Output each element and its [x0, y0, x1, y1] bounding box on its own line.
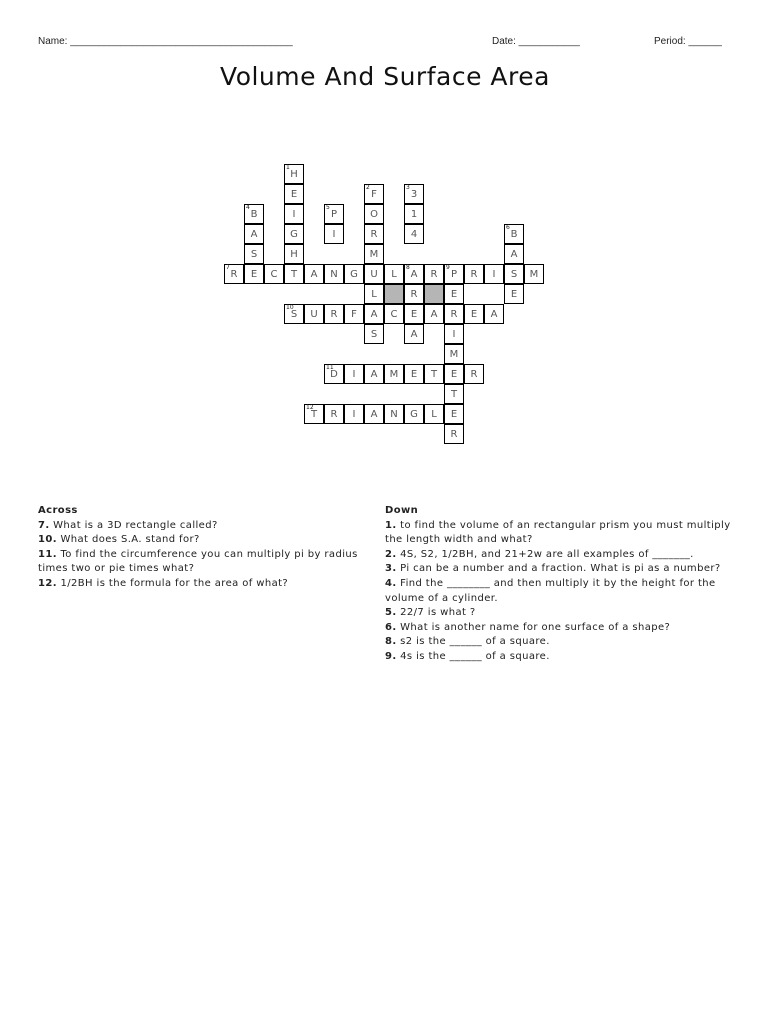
cell-letter: S [370, 329, 378, 340]
crossword-cell[interactable] [404, 204, 424, 224]
cell-letter: A [410, 329, 418, 340]
crossword-cell[interactable] [484, 264, 504, 284]
clue-number: 2 [366, 184, 370, 191]
crossword-cell[interactable] [244, 244, 264, 264]
clue-number: 8 [406, 264, 410, 271]
crossword-cell-shaded [384, 284, 404, 304]
clue-text: 1/2BH is the formula for the area of what? [56, 577, 289, 589]
clue-number: 8. [385, 636, 397, 648]
clue-number: 1. [385, 519, 397, 531]
crossword-cell[interactable] [364, 184, 384, 204]
clue-number: 5. [385, 607, 397, 619]
clue-number: 11. [38, 548, 57, 560]
crossword-cell[interactable] [524, 264, 544, 284]
crossword-cell[interactable] [504, 244, 524, 264]
crossword-cell[interactable] [324, 224, 344, 244]
cell-letter: R [470, 269, 478, 280]
cell-letter: E [250, 269, 258, 280]
crossword-cell[interactable] [364, 304, 384, 324]
cell-letter: E [450, 369, 458, 380]
cell-letter: T [430, 369, 438, 380]
cell-letter: I [492, 269, 496, 280]
crossword-cell[interactable] [364, 324, 384, 344]
down-clue [385, 548, 735, 563]
crossword-cell[interactable] [244, 204, 264, 224]
cell-letter: E [450, 289, 458, 300]
down-clue [385, 621, 735, 636]
down-clue [385, 635, 735, 650]
crossword-cell[interactable] [464, 304, 484, 324]
cell-letter: I [332, 229, 336, 240]
across-clue-list [38, 519, 378, 592]
crossword-cell[interactable] [324, 404, 344, 424]
crossword-grid [0, 0, 770, 460]
clue-number: 9 [446, 264, 450, 271]
crossword-cell[interactable] [284, 244, 304, 264]
cell-letter: M [389, 369, 399, 380]
across-clue [38, 533, 378, 548]
crossword-cell[interactable] [404, 304, 424, 324]
across-clues [38, 504, 378, 592]
crossword-cell[interactable] [324, 364, 344, 384]
cell-letter: 4 [410, 229, 418, 240]
cell-letter: M [529, 269, 539, 280]
cell-letter: N [330, 269, 338, 280]
cell-letter: C [270, 269, 278, 280]
down-clues [385, 504, 735, 665]
crossword-cell[interactable] [444, 344, 464, 364]
crossword-cell[interactable] [284, 164, 304, 184]
crossword-cell[interactable] [424, 304, 444, 324]
cell-letter: A [370, 309, 378, 320]
crossword-cell[interactable] [284, 264, 304, 284]
clue-text: 22/7 is what ? [396, 607, 476, 619]
crossword-cell[interactable] [364, 204, 384, 224]
cell-letter: I [352, 369, 356, 380]
cell-letter: A [370, 369, 378, 380]
name-field-label: Name: ________________________________________ [38, 36, 293, 47]
crossword-cell[interactable] [504, 224, 524, 244]
cell-letter: E [410, 309, 418, 320]
cell-letter: G [410, 409, 418, 420]
cell-letter: I [352, 409, 356, 420]
crossword-cell[interactable] [364, 264, 384, 284]
crossword-cell[interactable] [284, 204, 304, 224]
cell-letter: R [330, 309, 338, 320]
cell-letter: E [290, 189, 298, 200]
crossword-cell[interactable] [444, 364, 464, 384]
crossword-cell[interactable] [364, 364, 384, 384]
page-title: Volume And Surface Area [220, 62, 550, 91]
cell-letter: F [371, 189, 377, 200]
cell-letter: R [470, 369, 478, 380]
clue-text: to find the volume of an rectangular prism you must multiply the length width and what? [385, 519, 731, 546]
clue-number: 7. [38, 519, 50, 531]
clue-number: 9. [385, 650, 397, 662]
cell-letter: U [370, 269, 378, 280]
down-clue [385, 519, 735, 548]
down-clue [385, 577, 735, 606]
crossword-cell[interactable] [404, 404, 424, 424]
cell-letter: G [290, 229, 298, 240]
cell-letter: S [250, 249, 258, 260]
cell-letter: E [510, 289, 518, 300]
across-clue [38, 548, 378, 577]
cell-letter: A [310, 269, 318, 280]
crossword-cell[interactable] [404, 184, 424, 204]
cell-letter: L [391, 269, 397, 280]
down-clue [385, 650, 735, 665]
crossword-cell[interactable] [444, 324, 464, 344]
crossword-cell[interactable] [484, 304, 504, 324]
cell-letter: R [430, 269, 438, 280]
crossword-cell[interactable] [444, 284, 464, 304]
cell-letter: I [452, 329, 456, 340]
crossword-cell[interactable] [504, 264, 524, 284]
cell-letter: A [250, 229, 258, 240]
crossword-cell[interactable] [364, 404, 384, 424]
cell-letter: F [351, 309, 357, 320]
crossword-cell[interactable] [424, 404, 444, 424]
cell-letter: I [292, 209, 296, 220]
cell-letter: 1 [410, 209, 418, 220]
clue-text: 4S, S2, 1/2BH, and 21+2w are all examples of _______. [396, 548, 694, 560]
cell-letter: G [350, 269, 358, 280]
down-clue [385, 606, 735, 621]
crossword-cell[interactable] [424, 264, 444, 284]
crossword-cell[interactable] [284, 304, 304, 324]
cell-letter: M [449, 349, 459, 360]
cell-letter: U [310, 309, 318, 320]
crossword-cell[interactable] [284, 184, 304, 204]
down-clue-list [385, 519, 735, 665]
clue-text: Find the ________ and then multiply it by the height for the volume of a cylinder. [385, 577, 716, 604]
crossword-cell[interactable] [444, 264, 464, 284]
cell-letter: P [450, 269, 458, 280]
crossword-cell[interactable] [384, 404, 404, 424]
crossword-cell[interactable] [244, 264, 264, 284]
clue-number: 10. [38, 534, 57, 546]
crossword-cell[interactable] [464, 264, 484, 284]
cell-letter: A [490, 309, 498, 320]
crossword-cell[interactable] [304, 264, 324, 284]
clue-number: 10 [286, 304, 294, 311]
clue-text: 4s is the ______ of a square. [396, 650, 550, 662]
cell-letter: R [450, 429, 458, 440]
cell-letter: R [410, 289, 418, 300]
crossword-cell[interactable] [284, 224, 304, 244]
across-clue [38, 519, 378, 534]
crossword-cell[interactable] [364, 224, 384, 244]
cell-letter: L [371, 289, 377, 300]
clue-text: What is another name for one surface of a shape? [396, 621, 671, 633]
period-field-label: Period: ______ [654, 36, 722, 47]
crossword-cell[interactable] [504, 284, 524, 304]
crossword-cell[interactable] [324, 304, 344, 324]
crossword-cell[interactable] [444, 404, 464, 424]
clue-number: 7 [226, 264, 230, 271]
across-heading: Across [38, 505, 78, 516]
crossword-cell[interactable] [444, 384, 464, 404]
crossword-cell[interactable] [224, 264, 244, 284]
crossword-cell[interactable] [444, 304, 464, 324]
crossword-cell[interactable] [304, 404, 324, 424]
clue-text: s2 is the ______ of a square. [396, 636, 550, 648]
cell-letter: O [370, 209, 378, 220]
cell-letter: N [390, 409, 398, 420]
cell-letter: A [410, 269, 418, 280]
crossword-cell[interactable] [304, 304, 324, 324]
cell-letter: C [390, 309, 398, 320]
down-clue [385, 562, 735, 577]
clue-text: What does S.A. stand for? [56, 534, 200, 546]
crossword-cell-shaded [424, 284, 444, 304]
cell-letter: R [450, 309, 458, 320]
clue-number: 2. [385, 548, 397, 560]
clue-text: What is a 3D rectangle called? [49, 519, 218, 531]
crossword-cell[interactable] [404, 364, 424, 384]
crossword-cell[interactable] [364, 244, 384, 264]
clue-number: 4. [385, 577, 397, 589]
crossword-cell[interactable] [364, 284, 384, 304]
clue-number: 6. [385, 621, 397, 633]
date-field-label: Date: ___________ [492, 36, 580, 47]
clue-number: 3. [385, 563, 397, 575]
cell-letter: 3 [410, 189, 418, 200]
crossword-cell[interactable] [344, 304, 364, 324]
crossword-cell[interactable] [444, 424, 464, 444]
crossword-cell[interactable] [264, 264, 284, 284]
clue-number: 4 [246, 204, 250, 211]
crossword-cell[interactable] [404, 324, 424, 344]
cell-letter: H [290, 249, 298, 260]
down-heading: Down [385, 505, 419, 516]
clue-text: Pi can be a number and a fraction. What is pi as a number? [396, 563, 721, 575]
cell-letter: M [369, 249, 379, 260]
crossword-cell[interactable] [404, 224, 424, 244]
cell-letter: A [370, 409, 378, 420]
crossword-cell[interactable] [344, 404, 364, 424]
cell-letter: H [290, 169, 298, 180]
cell-letter: T [450, 389, 458, 400]
crossword-cell[interactable] [404, 264, 424, 284]
crossword-cell[interactable] [424, 364, 444, 384]
crossword-cell[interactable] [344, 264, 364, 284]
cell-letter: B [250, 209, 258, 220]
clue-number: 1 [286, 164, 290, 171]
cell-letter: E [410, 369, 418, 380]
crossword-cell[interactable] [384, 304, 404, 324]
clue-number: 6 [506, 224, 510, 231]
cell-letter: E [470, 309, 478, 320]
cell-letter: P [330, 209, 338, 220]
cell-letter: A [430, 309, 438, 320]
cell-letter: T [290, 269, 298, 280]
cell-letter: A [510, 249, 518, 260]
clue-number: 11 [326, 364, 334, 371]
cell-letter: S [510, 269, 518, 280]
cell-letter: E [450, 409, 458, 420]
crossword-cell[interactable] [384, 364, 404, 384]
crossword-cell[interactable] [404, 284, 424, 304]
clue-number: 12. [38, 577, 57, 589]
cell-letter: L [431, 409, 437, 420]
cell-letter: S [290, 309, 298, 320]
cell-letter: D [330, 369, 338, 380]
clue-number: 12 [306, 404, 314, 411]
cell-letter: R [330, 409, 338, 420]
crossword-cell[interactable] [244, 224, 264, 244]
cell-letter: B [510, 229, 518, 240]
clue-number: 5 [326, 204, 330, 211]
across-clue [38, 577, 378, 592]
clue-number: 3 [406, 184, 410, 191]
cell-letter: R [370, 229, 378, 240]
crossword-cell[interactable] [324, 264, 344, 284]
cell-letter: R [230, 269, 238, 280]
clue-text: To find the circumference you can multiply pi by radius times two or pie times what? [38, 548, 358, 575]
crossword-cell[interactable] [384, 264, 404, 284]
crossword-cell[interactable] [324, 204, 344, 224]
cell-letter: T [310, 409, 318, 420]
crossword-cell[interactable] [464, 364, 484, 384]
crossword-cell[interactable] [344, 364, 364, 384]
